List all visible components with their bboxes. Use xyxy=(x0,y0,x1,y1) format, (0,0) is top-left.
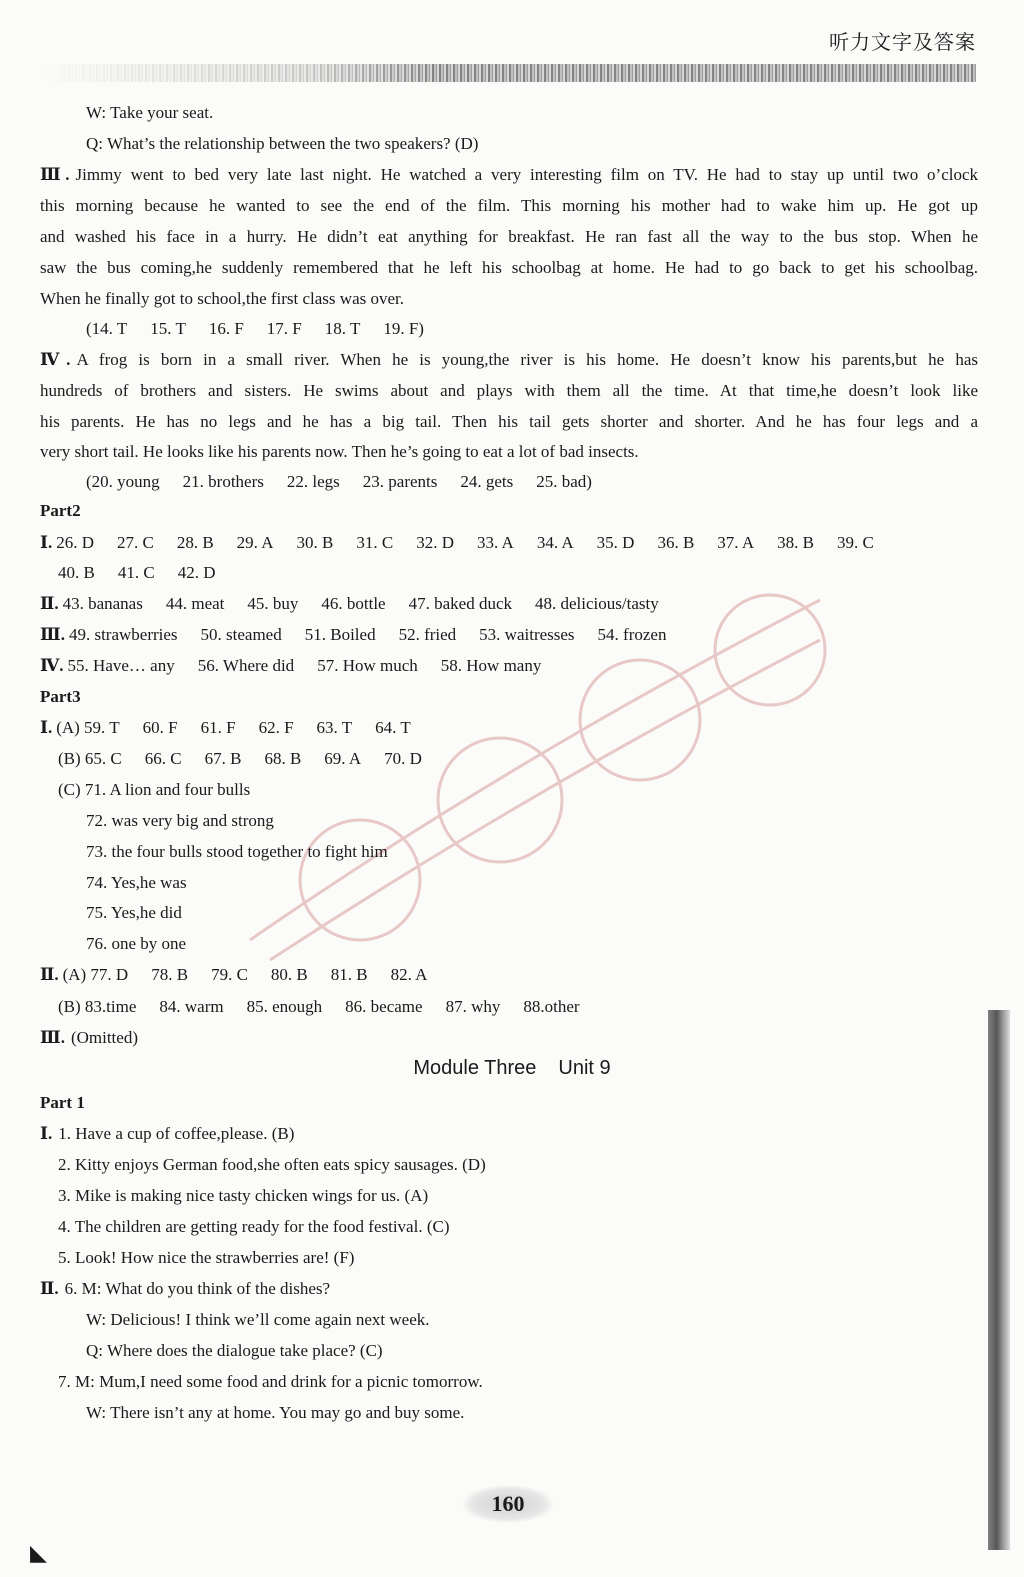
page-number: 160 xyxy=(462,1485,554,1523)
answer-item: 58. How many xyxy=(440,656,542,675)
answer-line: (C) 71. A lion and four bulls xyxy=(58,780,251,799)
answer-item: 69. A xyxy=(324,749,362,768)
answer-item: (A) 59. T xyxy=(56,718,120,737)
answer-item: 61. F xyxy=(200,718,236,737)
answer-item: 47. baked duck xyxy=(408,594,512,613)
answer-item: (14. T xyxy=(86,319,128,338)
answer-item: 34. A xyxy=(536,533,574,552)
answer-item: 31. C xyxy=(356,533,394,552)
part-heading: Part2 xyxy=(40,501,81,520)
answer-item: 57. How much xyxy=(317,656,418,675)
dialogue-line: 7. M: Mum,I need some food and drink for a picnic tomorrow. xyxy=(58,1372,483,1391)
dialogue-line xyxy=(40,1278,330,1300)
answer-item: 35. D xyxy=(596,533,635,552)
answer-item: 52. fried xyxy=(398,625,457,644)
answer-item: 16. F xyxy=(208,319,244,338)
answer-row xyxy=(40,624,666,646)
answer-item: 26. D xyxy=(56,533,94,552)
answer-item: 24. gets xyxy=(460,472,514,491)
answer-item: 78. B xyxy=(151,965,189,984)
answer-item: 37. A xyxy=(717,533,755,552)
answer-item: 39. C xyxy=(836,533,874,552)
section-numeral: Ⅲ. xyxy=(40,625,65,644)
answer-item: 27. C xyxy=(116,533,154,552)
answer-row xyxy=(58,996,580,1018)
question-line: Q: Where does the dialogue take place? (C) xyxy=(86,1341,383,1360)
passage-line: very short tail. He looks like his parents now. Then he’s going to eat a lot of bad insects. xyxy=(40,442,639,461)
answer-item: 50. steamed xyxy=(200,625,282,644)
answer-item: 62. F xyxy=(258,718,294,737)
answer-item: (B) 83.time xyxy=(58,997,137,1016)
section-numeral: Ⅳ. xyxy=(40,350,71,369)
section-numeral: Ⅰ. xyxy=(40,533,53,552)
answer-item: 40. B xyxy=(58,563,95,582)
answer-item: 55. Have… any xyxy=(67,656,175,675)
section-numeral: Ⅱ. xyxy=(40,1279,59,1298)
answer-row xyxy=(58,748,422,770)
answer-line: 3. Mike is making nice tasty chicken wings for us. (A) xyxy=(58,1186,429,1205)
answer-line: 4. The children are getting ready for the food festival. (C) xyxy=(58,1217,450,1236)
answer-row xyxy=(40,593,659,615)
answer-item: 36. B xyxy=(657,533,695,552)
answer-line: 2. Kitty enjoys German food,she often eats spicy sausages. (D) xyxy=(58,1155,486,1174)
passage-text: Jimmy went to bed very late last night. He watched a very interesting film on TV. He had to stay up until two o’clock xyxy=(75,165,979,184)
passage-line: and washed his face in a hurry. He didn’t eat anything for breakfast. He ran fast all the way to the bus stop. When he xyxy=(40,227,978,246)
answer-item: 67. B xyxy=(204,749,242,768)
answer-line: 74. Yes,he was xyxy=(86,873,187,892)
part-heading: Part 1 xyxy=(40,1093,85,1112)
answer-item: 25. bad) xyxy=(536,472,592,491)
answer-row xyxy=(86,318,424,340)
section-numeral: Ⅲ. xyxy=(40,1028,65,1047)
answer-item: (B) 65. C xyxy=(58,749,122,768)
answer-row xyxy=(40,1027,138,1049)
passage-line xyxy=(40,349,978,371)
answer-item: 79. C xyxy=(211,965,248,984)
module-name: Module Three xyxy=(413,1057,537,1079)
answer-item: 41. C xyxy=(117,563,155,582)
answer-row xyxy=(40,717,411,739)
answer-item: 88.other xyxy=(523,997,580,1016)
answer-line: 73. the four bulls stood together to fight him xyxy=(86,842,388,861)
answer-row xyxy=(58,562,215,584)
answer-row xyxy=(40,532,874,554)
answer-item: 29. A xyxy=(236,533,274,552)
answer-line xyxy=(40,1123,294,1145)
answer-item: 46. bottle xyxy=(321,594,386,613)
answer-item: 86. became xyxy=(345,997,423,1016)
answer-item: 70. D xyxy=(384,749,422,768)
section-numeral: Ⅳ. xyxy=(40,656,64,675)
answer-item: 18. T xyxy=(324,319,361,338)
dialogue-text: 6. M: What do you think of the dishes? xyxy=(64,1279,331,1298)
answer-item: 44. meat xyxy=(165,594,225,613)
header-rule xyxy=(40,64,976,82)
passage-line: this morning because he wanted to see the end of the film. This morning his mother had to wake him up. He got up xyxy=(40,196,978,215)
answer-item: 51. Boiled xyxy=(304,625,376,644)
answer-item: 33. A xyxy=(476,533,514,552)
answer-item: 15. T xyxy=(150,319,186,338)
answer-item: 38. B xyxy=(777,533,814,552)
corner-mark: ◣ xyxy=(30,1540,47,1565)
section-numeral: Ⅱ. xyxy=(40,594,59,613)
answer-item: 54. frozen xyxy=(597,625,667,644)
unit-name: Unit 9 xyxy=(558,1057,611,1079)
answer-item: (20. young xyxy=(86,472,160,491)
answer-item: 84. warm xyxy=(159,997,224,1016)
section-numeral: Ⅲ. xyxy=(40,165,70,184)
answer-line: 5. Look! How nice the strawberries are! (F) xyxy=(58,1248,355,1267)
answer-item: 81. B xyxy=(330,965,368,984)
section-numeral: Ⅰ. xyxy=(40,718,53,737)
passage-line: saw the bus coming,he suddenly remembered that he left his schoolbag at home. He had to go back to get his schoolbag. xyxy=(40,258,978,277)
answer-row xyxy=(40,964,427,986)
answer-item: 53. waitresses xyxy=(479,625,575,644)
answer-item: 22. legs xyxy=(286,472,340,491)
answer-item: 87. why xyxy=(445,997,501,1016)
answer-item: 23. parents xyxy=(362,472,438,491)
answer-item: 45. buy xyxy=(247,594,299,613)
watermark-logo xyxy=(210,560,830,980)
answer-item: 80. B xyxy=(270,965,308,984)
answer-item: 64. T xyxy=(375,718,411,737)
answer-item: 56. Where did xyxy=(197,656,295,675)
answer-item: 21. brothers xyxy=(182,472,264,491)
answer-item: 68. B xyxy=(264,749,302,768)
answer-item: 42. D xyxy=(177,563,216,582)
answer-item: 30. B xyxy=(296,533,334,552)
dialogue-line: W: Delicious! I think we’ll come again next week. xyxy=(86,1310,430,1329)
answer-item: 66. C xyxy=(144,749,182,768)
answer-item: (A) 77. D xyxy=(62,965,129,984)
passage-text: A frog is born in a small river. When he is young,the river is his home. He doesn’t know his parents,but he has xyxy=(76,350,978,369)
dialogue-line: W: Take your seat. xyxy=(86,103,214,122)
passage-line: When he finally got to school,the first class was over. xyxy=(40,289,404,308)
page-edge-shadow xyxy=(988,1010,1010,1550)
answer-item: 28. B xyxy=(176,533,214,552)
answer-line: 72. was very big and strong xyxy=(86,811,274,830)
answer-item: 19. F) xyxy=(383,319,424,338)
section-numeral: Ⅰ. xyxy=(40,1124,53,1143)
module-title xyxy=(0,1057,1024,1080)
part-heading: Part3 xyxy=(40,687,81,706)
answer-text: 1. Have a cup of coffee,please. (B) xyxy=(58,1124,295,1143)
answer-item: 60. F xyxy=(142,718,178,737)
passage-line: his parents. He has no legs and he has a big tail. Then his tail gets shorter and shorter. And he has four legs and a xyxy=(40,412,978,431)
answer-item: (Omitted) xyxy=(70,1028,138,1047)
answer-item: 17. F xyxy=(266,319,302,338)
answer-item: 85. enough xyxy=(246,997,323,1016)
passage-line xyxy=(40,164,978,186)
answer-item: 82. A xyxy=(390,965,428,984)
header-title: 听力文字及答案 xyxy=(829,30,976,54)
answer-row xyxy=(40,655,541,677)
answer-item: 43. bananas xyxy=(62,594,143,613)
passage-line: hundreds of brothers and sisters. He swims about and plays with them all the time. At that time,he doesn’t look like xyxy=(40,381,978,400)
question-line: Q: What’s the relationship between the two speakers? (D) xyxy=(86,134,479,153)
answer-item: 32. D xyxy=(416,533,454,552)
answer-item: 49. strawberries xyxy=(68,625,178,644)
section-numeral: Ⅱ. xyxy=(40,965,59,984)
answer-line: 76. one by one xyxy=(86,934,187,953)
answer-item: 48. delicious/tasty xyxy=(535,594,659,613)
answer-row xyxy=(86,471,592,493)
answer-item: 63. T xyxy=(316,718,353,737)
answer-line: 75. Yes,he did xyxy=(86,903,182,922)
dialogue-line: W: There isn’t any at home. You may go and buy some. xyxy=(86,1403,465,1422)
